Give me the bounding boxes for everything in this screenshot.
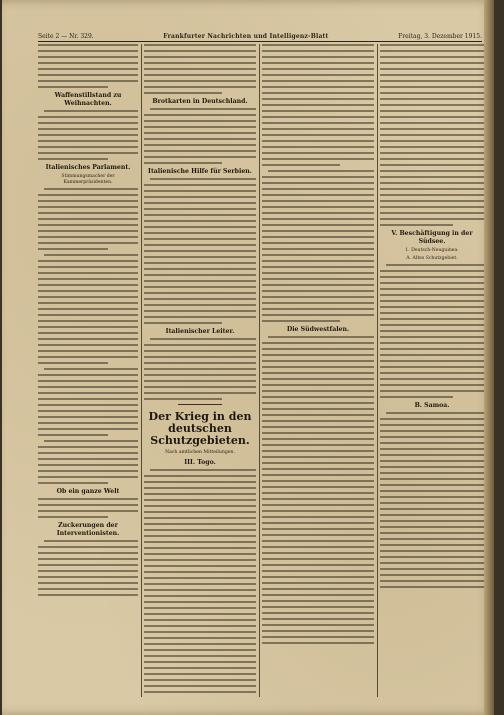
article-heading: Italienischer Leiter. xyxy=(165,328,235,335)
article-heading: B. Samoa. xyxy=(414,402,450,409)
text-block xyxy=(38,110,138,160)
column-4 xyxy=(380,44,484,697)
header-right: Freitag, 3. Dezember 1915. xyxy=(398,33,482,40)
article-headline: Der Krieg in den deutschen Schutzgebieten. xyxy=(148,410,252,447)
text-block xyxy=(144,44,256,94)
article-subheading: A. Altes Schutzgebiet. xyxy=(406,256,458,261)
column-1 xyxy=(38,44,138,697)
text-block xyxy=(144,469,256,697)
column-rule xyxy=(377,44,378,697)
text-block xyxy=(262,44,374,322)
text-block xyxy=(38,44,138,88)
article-part-heading: III. Togo. xyxy=(184,459,216,466)
article-heading: Waffenstillstand zu Weihnachten. xyxy=(54,92,122,107)
text-block xyxy=(38,188,138,484)
text-block xyxy=(380,44,484,226)
column-3 xyxy=(262,44,374,697)
article-subheading: Nach amtlichen Mitteilungen. xyxy=(165,450,235,455)
column-2 xyxy=(144,44,256,697)
column-rule xyxy=(259,44,260,697)
article-heading: Italienisches Parlament. xyxy=(45,164,131,171)
header-title: Frankfurter Nachrichten und Intelligenz-Blatt xyxy=(163,33,329,40)
text-block xyxy=(262,336,374,644)
article-heading: V. Beschäftigung in der Südsee. xyxy=(391,230,473,245)
article-heading: Die Südwestfalen. xyxy=(286,326,350,333)
article-heading: Ob ein ganze Welt xyxy=(56,488,120,495)
text-block xyxy=(38,498,138,518)
text-block xyxy=(144,178,256,324)
text-block xyxy=(144,108,256,164)
text-block xyxy=(144,338,256,400)
header-left: Seite 2 — Nr. 329. xyxy=(38,33,94,40)
article-heading: Brotkarten in Deutschland. xyxy=(152,98,248,105)
article-subheading: 1. Deutsch-Neuguinea. xyxy=(405,248,459,253)
article-heading: Italienische Hilfe für Serbien. xyxy=(148,168,252,175)
page-header xyxy=(38,30,482,42)
separator xyxy=(178,404,223,405)
column-rule xyxy=(141,44,142,697)
text-block xyxy=(380,412,484,588)
article-heading: Zuckerungen der Interventionisten. xyxy=(56,522,120,537)
text-block xyxy=(380,264,484,398)
newspaper-page xyxy=(2,0,494,715)
page-edge-shadow xyxy=(484,0,494,715)
text-block xyxy=(38,540,138,596)
article-subheading: Stimmungsmacher der Kammerpräsidenten. xyxy=(61,174,115,185)
